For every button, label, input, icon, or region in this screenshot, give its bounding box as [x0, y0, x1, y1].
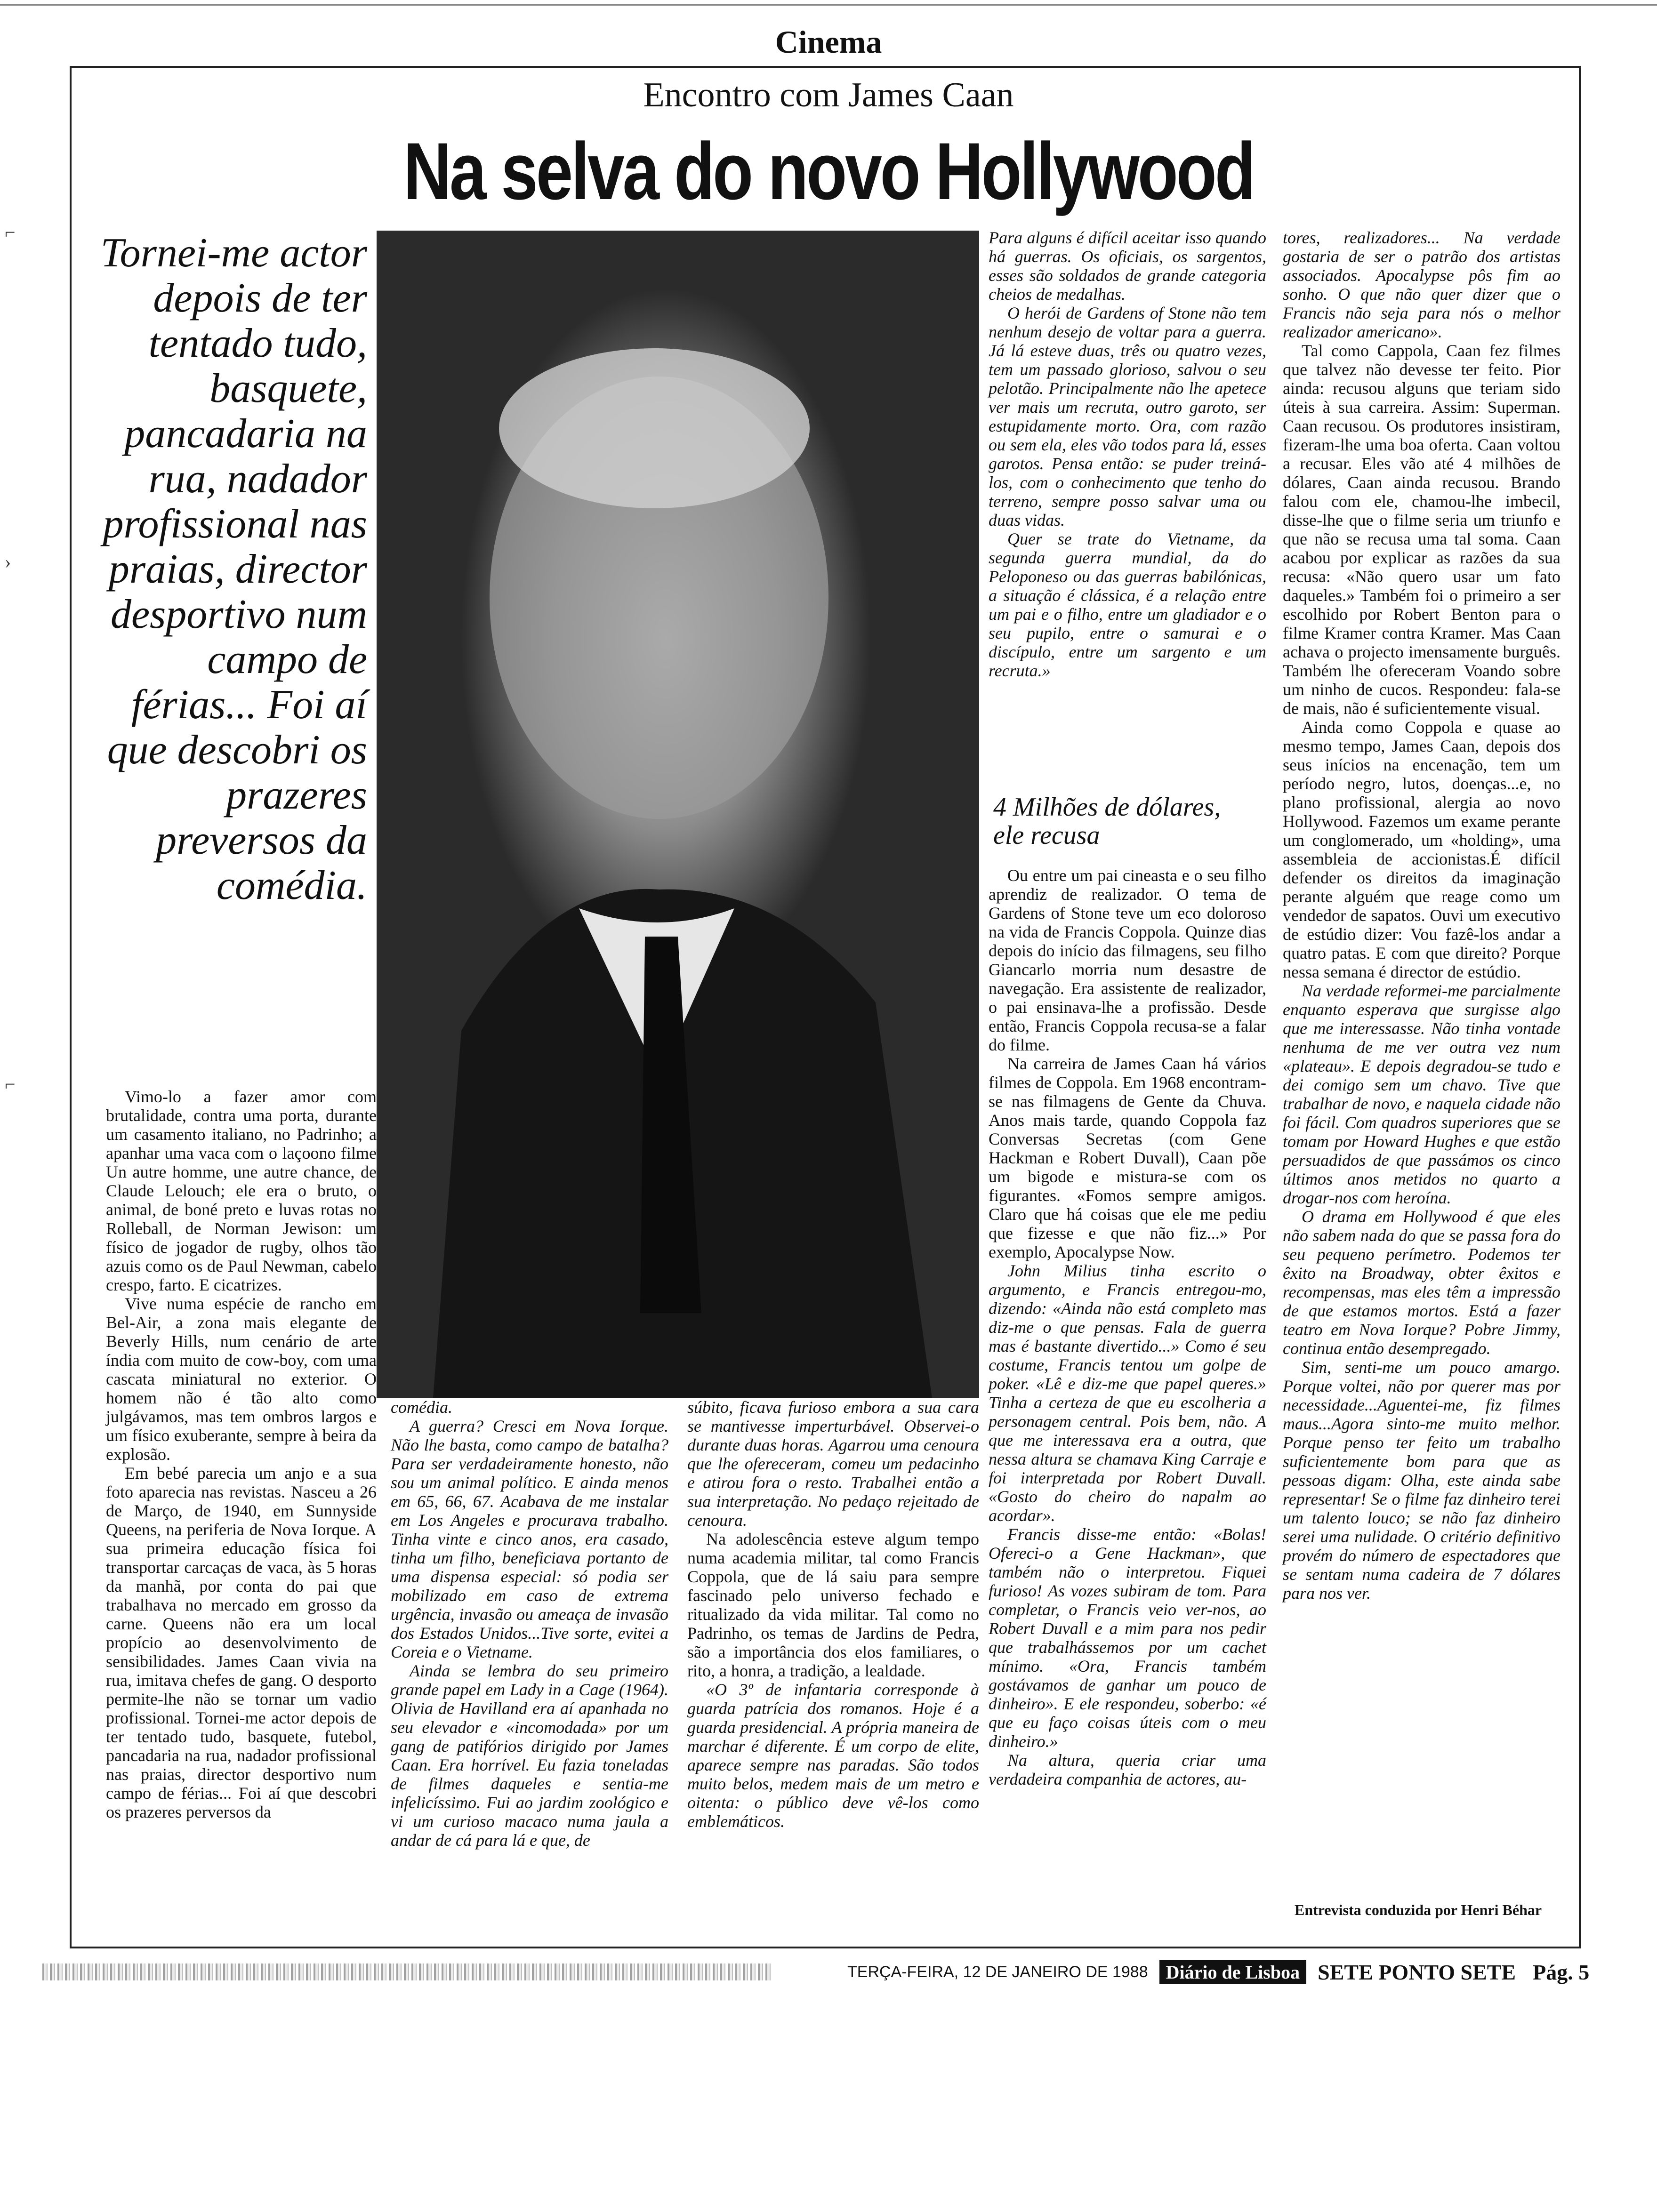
body-column-4-bottom [989, 866, 1266, 1788]
pull-quote: Tornei-me actor depois de ter tentado tudo, basquete, pancadaria na rua, nadador profissional nas praias, director desportivo num campo de férias... Foi aí que descobri os prazeres preversos da comédia. [100, 230, 367, 908]
col2-paragraph-2: A guerra? Cresci em Nova Iorque. Não lhe basta, como campo de batalha? Para ser verdadeiramente honesto, não sou um animal político. E ainda menos em 65, 66, 67. Acabava de me instalar em Los Angeles e procurava trabalho. Tinha vinte e cinco anos, era casado, tinha um filho, beneficiava portanto de uma dispensa especial: só podia ser mobilizado em caso de extrema urgência, invasão ou ameaça de invasão dos Estados Unidos...Tive sorte, evitei a Coreia e o Vietname. [391, 1417, 668, 1661]
margin-mark-icon: ⌐ [5, 222, 16, 243]
body-column-1 [106, 1087, 377, 1821]
col1-paragraph-1: Vimo-lo a fazer amor com brutalidade, contra uma porta, durante um casamento italiano, no Padrinho; a apanhar uma vaca com o laçoono filme Un autre homme, une autre chance, de Claude Lelouch; ele era o bruto, o animal, de boné preto e luvas rotas no Rolleball, de Norman Jewison: um físico de jogador de rugby, olhos tão azuis como os de Paul Newman, cabelo crespo, farto. E cicatrizes. [106, 1087, 377, 1294]
col5-paragraph-2: Tal como Cappola, Caan fez filmes que talvez não devesse ter feito. Pior ainda: recusou alguns que teriam sido úteis à sua carreira. Assim: Superman. Caan recusou. Os produtores insistiram, fizeram-lhe uma boa oferta. Caan voltou a recusar. Eles vão até 4 milhões de dólares, Caan ainda recusou. Brando falou com ele, chamou-lhe imbecil, disse-lhe que o filme seria um triunfo e que não se recusa uma tal soma. Caan acabou por explicar as razões da sua recusa: «Não quero usar um fato daqueles.» Também foi o primeiro a ser escolhido por Robert Benton para o filme Kramer contra Kramer. Mas Caan achava o projecto imensamente burguês. Também lhe ofereceram Voando sobre um ninho de cucos. Respondeu: fala-se de mais, não é suficientemente visual. [1283, 341, 1560, 718]
col4b-paragraph-2: Na carreira de James Caan há vários filmes de Coppola. Em 1968 encontram-se nas filmagens de Gente da Chuva. Anos mais tarde, quando Coppola faz Conversas Secretas (com Gene Hackman e Robert Duvall), Caan põe um bigode e mistura-se com os figurantes. «Fomos sempre amigos. Claro que há coisas que ele me pediu que fizesse e que não fiz...» Por exemplo, Apocalypse Now. [989, 1054, 1266, 1261]
supplement-name: SETE PONTO SETE [1318, 1960, 1516, 1984]
section-label: Cinema [775, 24, 882, 60]
col1-paragraph-3: Em bebé parecia um anjo e a sua foto aparecia nas revistas. Nasceu a 26 de Março, de 1940, em Sunnyside Queens, na periferia de Nova Iorque. A sua primeira educação física foi transportar carcaças de vaca, às 5 horas da manhã, por conta do pai que trabalhava no mercado em grosso da carne. Queens não era um local propício ao desenvolvimento de sensibilidades. James Caan vivia na rua, imitava chefes de gang. O desporto permite-lhe não se tornar um vadio profissional. Tornei-me actor depois de ter tentado tudo, basquete, futebol, pancadaria na rua, nadador profissional nas praias, director desportivo num campo de férias... Foi aí que descobri os prazeres perversos da [106, 1464, 377, 1821]
col5-paragraph-5: O drama em Hollywood é que eles não sabem nada do que se passa fora do seu pequeno perímetro. Podemos ter êxito na Broadway, obter êxitos e recompensas, mas eles têm a impressão de que estamos mortos. Está a fazer teatro em Nova Iorque? Pobre Jimmy, continua então desempregado. [1283, 1207, 1560, 1358]
col5-paragraph-4: Na verdade reformei-me parcialmente enquanto esperava que surgisse algo que me interessasse. Não tinha vontade nenhuma de me ver outra vez num «plateau». E depois degradou-se tudo e dei comigo sem um chavo. Tive que trabalhar de novo, e naquela cidade não foi fácil. Com quadros superiores que se tomam por Howard Hughes e que estão persuadidos de que passámos os cinco últimos anos metidos no quarto a drogar-nos com heroína. [1283, 981, 1560, 1207]
portrait-silhouette [377, 231, 979, 1398]
newspaper-masthead: Diário de Lisboa [1159, 1960, 1306, 1984]
col3-paragraph-1: súbito, ficava furioso embora a sua cara se mantivesse imperturbável. Observei-o durante duas horas. Agarrou uma cenoura que lhe ofereceram, comeu um pedacinho e atirou fora o resto. Trabalhei então a sua interpretação. No pedaço rejeitado de cenoura. [687, 1398, 979, 1530]
body-column-5 [1283, 228, 1560, 1603]
article-headline: Na selva do novo Hollywood [403, 126, 1254, 216]
portrait-photo [377, 231, 979, 1398]
top-rule [0, 4, 1657, 6]
body-column-3 [687, 1398, 979, 1831]
scan-noise-strip [42, 1964, 772, 1980]
col4b-paragraph-4: Francis disse-me então: «Bolas! Ofereci-o a Gene Hackman», que também não o interpretou. Fiquei furioso! As vozes subiram de tom. Para completar, o Francis veio ver-nos, ao Robert Duvall e a mim para nos pedir que trabalhássemos por um cachet mínimo. «Ora, Francis também gostávamos de ganhar um pouco de dinheiro». E ele respondeu, soberbo: «é que eu faço coisas úteis com o meu dinheiro.» [989, 1525, 1266, 1751]
margin-mark-icon: ⌐ [5, 1074, 16, 1095]
col3-paragraph-2: Na adolescência esteve algum tempo numa academia militar, tal como Francis Coppola, que de lá saiu para sempre fascinado pelo universo fechado e ritualizado da vida militar. Tal como no Padrinho, os temas de Jardins de Pedra, são a importância dos elos familiares, o rito, a honra, a tradição, a lealdade. [687, 1530, 979, 1680]
article-kicker: Encontro com James Caan [643, 76, 1014, 114]
col1-paragraph-2: Vive numa espécie de rancho em Bel-Air, a zona mais elegante de Beverly Hills, num cenário de arte índia com muito de cow-boy, com uma cascata miniatural no exterior. O homem não é tão alto como julgávamos, mas tem ombros largos e um físico exuberante, sempre à beira da explosão. [106, 1294, 377, 1464]
body-column-4-top [989, 228, 1266, 680]
interview-credit: Entrevista conduzida por Henri Béhar [1295, 1901, 1542, 1918]
page-footer [42, 1958, 1610, 1986]
col4b-paragraph-5: Na altura, queria criar uma verdadeira companhia de actores, au- [989, 1751, 1266, 1788]
col4-paragraph-3: Quer se trate do Vietname, da segunda guerra mundial, da do Peloponeso ou das guerras babilónicas, a situação é clássica, é a relação entre um pai e o filho, entre um gladiador e o seu pupilo, entre o samurai e o discípulo, entre um sargento e um recruta.» [989, 529, 1266, 680]
body-column-2 [391, 1398, 668, 1850]
col4-paragraph-1: Para alguns é difícil aceitar isso quando há guerras. Os oficiais, os sargentos, esses são soldados de grande categoria cheios de medalhas. [989, 228, 1266, 304]
article-subhead: 4 Milhões de dólares, ele recusa [993, 793, 1221, 850]
footer-date: TERÇA-FEIRA, 12 DE JANEIRO DE 1988 [847, 1963, 1148, 1981]
col4-paragraph-2: O herói de Gardens of Stone não tem nenhum desejo de voltar para a guerra. Já lá esteve duas, três ou quatro vezes, tem um passado glorioso, salvou o seu pelotão. Principalmente não lhe apetece ver mais um recruta, outro garoto, ser estupidamente morto. Ora, com razão ou sem ela, eles vão todos para lá, esses garotos. Pensa então: se puder treiná-los, com o conhecimento que tenho do terreno, sempre posso salvar uma ou duas vidas. [989, 304, 1266, 529]
col3-paragraph-3: «O 3º de infantaria corresponde à guarda patrícia dos romanos. Hoje é a guarda presidencial. A própria maneira de marchar é diferente. É um corpo de elite, aparece sempre nas paradas. São todos muito belos, medem mais de um metro e oitenta: o público deve vê-los como emblemáticos. [687, 1680, 979, 1831]
col5-paragraph-1: tores, realizadores... Na verdade gostaria de ser o patrão dos artistas associados. Apocalypse pôs fim ao sonho. O que não quer dizer que o Francis não seja para nós o melhor realizador americano». [1283, 228, 1560, 341]
col4b-paragraph-3: John Milius tinha escrito o argumento, e Francis entregou-mo, dizendo: «Ainda não está completo mas diz-me o que pensas. Fala de guerra mas é bastante divertido...» Como é seu costume, Francis tentou um golpe de poker. «Lê e diz-me que papel queres.» Tinha a certeza de que eu escolheria a personagem central. Pois bem, não. A que me interessava era a outra, que nessa altura se chamava King Carraje e foi interpretada por Robert Duvall. «Gosto do cheiro do napalm ao acordar». [989, 1261, 1266, 1525]
margin-mark-icon: › [5, 551, 11, 572]
col2-paragraph-3: Ainda se lembra do seu primeiro grande papel em Lady in a Cage (1964). Olivia de Havilland era aí apanhada no seu elevador e «incomodada» por um gang de patifórios dirigido por James Caan. Era horrível. Eu fazia toneladas de filmes daqueles e sentia-me infelicíssimo. Fui ao jardim zoológico e vi um curioso macaco numa jaula a andar de cá para lá e que, de [391, 1661, 668, 1850]
col5-paragraph-3: Ainda como Coppola e quase ao mesmo tempo, James Caan, depois dos seus inícios na encenação, tem um período negro, lutos, doenças...e, no plano profissional, alergia ao novo Hollywood. Fazemos um exame perante um conglomerado, um «holding», uma assembleia de accionistas.É difícil defender os direitos da imaginação perante alguém que reage como um vendedor de sapatos. Ouvi um executivo de estúdio dizer: Vou fazê-los andar a quatro patas. E com que direito? Porque nessa semana é director de estúdio. [1283, 718, 1560, 981]
col2-paragraph-1: comédia. [391, 1398, 452, 1417]
page-number: Pág. 5 [1533, 1960, 1590, 1984]
col5-paragraph-6: Sim, senti-me um pouco amargo. Porque voltei, não por querer mas por necessidade...Aguentei-me, fiz filmes maus...Agora sinto-me muito melhor. Porque penso ter feito um trabalho suficientemente bom para que as pessoas digam: Olha, este ainda sabe representar! Se o filme faz dinheiro terei um talento louco; se não faz dinheiro serei uma nulidade. O critério definitivo provém do número de espectadores que se sentam numa cadeira de 7 dólares para nos ver. [1283, 1358, 1560, 1603]
col4b-paragraph-1: Ou entre um pai cineasta e o seu filho aprendiz de realizador. O tema de Gardens of Stone teve um eco doloroso na vida de Francis Coppola. Quinze dias depois do início das filmagens, seu filho Giancarlo morria num desastre de navegação. Era assistente de realizador, o pai ensinava-lhe a profissão. Desde então, Francis Coppola recusa-se a falar do filme. [989, 866, 1266, 1054]
